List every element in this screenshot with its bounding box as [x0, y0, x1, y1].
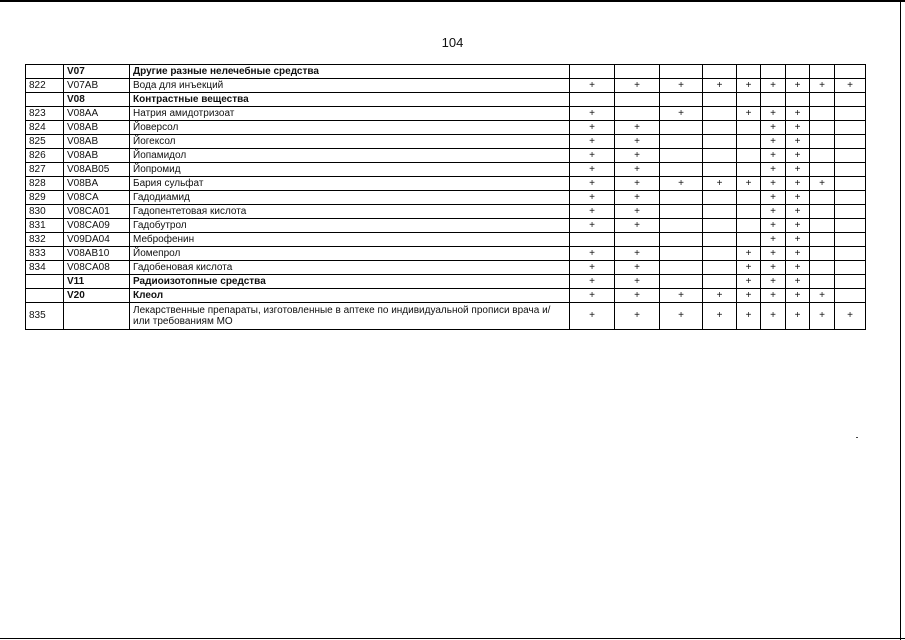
table-row [26, 121, 866, 135]
availability-mark: + [615, 303, 660, 330]
availability-mark [703, 233, 737, 247]
availability-mark [660, 247, 703, 261]
table-row [26, 149, 866, 163]
drug-name: Вода для инъекций [130, 79, 570, 93]
availability-mark [570, 65, 615, 79]
table-row [26, 205, 866, 219]
table-row [26, 233, 866, 247]
availability-mark: + [761, 261, 786, 275]
table-group-row [26, 275, 866, 289]
table-group-row [26, 93, 866, 107]
availability-mark [835, 233, 866, 247]
availability-mark: + [660, 289, 703, 303]
availability-mark: + [660, 177, 703, 191]
row-number: 827 [26, 163, 64, 177]
availability-mark: + [615, 177, 660, 191]
row-number: 833 [26, 247, 64, 261]
availability-mark: + [786, 79, 810, 93]
drug-name: Лекарственные препараты, изготовленные в аптеке по индивидуальной прописи врача и/или требованиям МО [130, 303, 570, 330]
availability-mark: + [761, 107, 786, 121]
availability-mark [660, 205, 703, 219]
availability-mark: + [570, 177, 615, 191]
availability-mark [737, 93, 761, 107]
availability-mark [810, 233, 835, 247]
availability-mark: + [786, 233, 810, 247]
availability-mark: + [761, 247, 786, 261]
top-border [0, 0, 905, 2]
atc-code: V08BA [64, 177, 130, 191]
row-number: 822 [26, 79, 64, 93]
availability-mark [615, 65, 660, 79]
availability-mark [660, 149, 703, 163]
availability-mark: + [737, 289, 761, 303]
table-row [26, 163, 866, 177]
drug-name: Гадодиамид [130, 191, 570, 205]
row-number: 828 [26, 177, 64, 191]
availability-mark: + [615, 79, 660, 93]
availability-mark [786, 65, 810, 79]
availability-mark: + [570, 247, 615, 261]
table-row [26, 261, 866, 275]
bottom-border [0, 638, 905, 639]
availability-mark [703, 163, 737, 177]
availability-mark: + [615, 191, 660, 205]
availability-mark [810, 149, 835, 163]
availability-mark: + [570, 205, 615, 219]
availability-mark: + [835, 79, 866, 93]
drug-name: Другие разные нелечебные средства [130, 65, 570, 79]
availability-mark [737, 65, 761, 79]
atc-code: V08AB [64, 121, 130, 135]
availability-mark [615, 93, 660, 107]
availability-mark: + [570, 261, 615, 275]
availability-mark: + [761, 219, 786, 233]
availability-mark [570, 233, 615, 247]
table-row [26, 247, 866, 261]
availability-mark: + [570, 275, 615, 289]
availability-mark: + [570, 163, 615, 177]
row-number [26, 65, 64, 79]
availability-mark [660, 93, 703, 107]
availability-mark [737, 191, 761, 205]
table-row [26, 107, 866, 121]
availability-mark [835, 275, 866, 289]
atc-code: V08CA08 [64, 261, 130, 275]
availability-mark [703, 107, 737, 121]
row-number: 835 [26, 303, 64, 330]
availability-mark: + [615, 163, 660, 177]
availability-mark [835, 121, 866, 135]
availability-mark: + [703, 289, 737, 303]
availability-mark [570, 93, 615, 107]
availability-mark: + [737, 303, 761, 330]
availability-mark [810, 247, 835, 261]
drug-name: Радиоизотопные средства [130, 275, 570, 289]
availability-mark [703, 247, 737, 261]
availability-mark: + [761, 149, 786, 163]
availability-mark [660, 135, 703, 149]
availability-mark [703, 65, 737, 79]
table-group-row [26, 65, 866, 79]
availability-mark [660, 275, 703, 289]
availability-mark: + [615, 205, 660, 219]
availability-mark: + [761, 275, 786, 289]
drug-name: Гадопентетовая кислота [130, 205, 570, 219]
atc-code: V20 [64, 289, 130, 303]
availability-mark: + [737, 177, 761, 191]
availability-mark [761, 93, 786, 107]
atc-code: V08CA [64, 191, 130, 205]
availability-mark [761, 65, 786, 79]
availability-mark [835, 247, 866, 261]
availability-mark [835, 135, 866, 149]
row-number: 825 [26, 135, 64, 149]
table-row [26, 303, 866, 330]
drug-name: Меброфенин [130, 233, 570, 247]
availability-mark: + [761, 163, 786, 177]
availability-mark: + [660, 79, 703, 93]
availability-mark [737, 233, 761, 247]
availability-mark [737, 205, 761, 219]
drug-name: Йомепрол [130, 247, 570, 261]
atc-code: V07 [64, 65, 130, 79]
availability-mark: + [570, 219, 615, 233]
availability-mark: + [570, 191, 615, 205]
availability-mark [660, 191, 703, 205]
availability-mark: + [786, 261, 810, 275]
drug-name: Йогексол [130, 135, 570, 149]
atc-code: V07AB [64, 79, 130, 93]
availability-mark: + [570, 149, 615, 163]
availability-mark: + [761, 303, 786, 330]
table-row [26, 191, 866, 205]
availability-mark [660, 233, 703, 247]
availability-mark [835, 107, 866, 121]
availability-mark: + [786, 289, 810, 303]
availability-mark: + [786, 205, 810, 219]
availability-mark: + [615, 261, 660, 275]
row-number: 823 [26, 107, 64, 121]
availability-mark [810, 191, 835, 205]
availability-mark: + [761, 205, 786, 219]
availability-mark: + [786, 177, 810, 191]
row-number: 829 [26, 191, 64, 205]
availability-mark [737, 163, 761, 177]
availability-mark [810, 135, 835, 149]
atc-code: V08CA09 [64, 219, 130, 233]
availability-mark [835, 65, 866, 79]
table-row [26, 177, 866, 191]
availability-mark: + [810, 177, 835, 191]
availability-mark [810, 261, 835, 275]
availability-mark [835, 149, 866, 163]
drug-name: Гадобеновая кислота [130, 261, 570, 275]
availability-mark: + [737, 275, 761, 289]
availability-mark: + [615, 219, 660, 233]
availability-mark: + [786, 303, 810, 330]
availability-mark [835, 219, 866, 233]
availability-mark: + [737, 261, 761, 275]
row-number: 832 [26, 233, 64, 247]
availability-mark [810, 163, 835, 177]
availability-mark: + [703, 303, 737, 330]
atc-code: V08AA [64, 107, 130, 121]
availability-mark [786, 93, 810, 107]
availability-mark: + [615, 275, 660, 289]
availability-mark: + [786, 163, 810, 177]
atc-code: V08AB05 [64, 163, 130, 177]
availability-mark: + [570, 289, 615, 303]
availability-mark [703, 93, 737, 107]
availability-mark [835, 205, 866, 219]
availability-mark: + [761, 121, 786, 135]
atc-code: V08 [64, 93, 130, 107]
availability-mark: + [660, 107, 703, 121]
availability-mark: + [761, 191, 786, 205]
availability-mark [703, 191, 737, 205]
availability-mark [810, 219, 835, 233]
availability-mark: + [615, 247, 660, 261]
availability-mark: + [703, 177, 737, 191]
availability-mark: + [703, 79, 737, 93]
availability-mark [835, 191, 866, 205]
table-row [26, 219, 866, 233]
availability-mark: + [810, 79, 835, 93]
availability-mark: + [786, 247, 810, 261]
atc-code [64, 303, 130, 330]
availability-mark [835, 177, 866, 191]
right-border [900, 0, 901, 640]
availability-mark [835, 261, 866, 275]
drug-name: Натрия амидотризоат [130, 107, 570, 121]
availability-mark: + [786, 149, 810, 163]
availability-mark: + [570, 135, 615, 149]
availability-mark [835, 93, 866, 107]
availability-mark [835, 163, 866, 177]
availability-mark [660, 65, 703, 79]
atc-code: V08CA01 [64, 205, 130, 219]
drug-name: Йопамидол [130, 149, 570, 163]
availability-mark: + [786, 191, 810, 205]
row-number: 830 [26, 205, 64, 219]
availability-mark [810, 107, 835, 121]
scan-speck [856, 437, 858, 438]
availability-mark: + [761, 135, 786, 149]
availability-mark [835, 289, 866, 303]
table-row [26, 79, 866, 93]
availability-mark [615, 233, 660, 247]
availability-mark [660, 219, 703, 233]
page-number: 104 [441, 35, 464, 50]
availability-mark [703, 219, 737, 233]
availability-mark: + [737, 247, 761, 261]
availability-mark: + [615, 149, 660, 163]
availability-mark [810, 205, 835, 219]
drug-name: Клеол [130, 289, 570, 303]
availability-mark: + [761, 233, 786, 247]
availability-mark [810, 93, 835, 107]
availability-mark: + [737, 107, 761, 121]
availability-mark [810, 275, 835, 289]
availability-mark [737, 149, 761, 163]
availability-mark: + [810, 303, 835, 330]
availability-mark [703, 121, 737, 135]
table-row [26, 135, 866, 149]
row-number [26, 275, 64, 289]
drug-table [25, 64, 866, 330]
atc-code: V08AB [64, 135, 130, 149]
availability-mark: + [570, 303, 615, 330]
drug-name: Гадобутрол [130, 219, 570, 233]
atc-code: V08AB [64, 149, 130, 163]
availability-mark [703, 135, 737, 149]
availability-mark: + [786, 121, 810, 135]
availability-mark: + [761, 289, 786, 303]
availability-mark: + [570, 79, 615, 93]
availability-mark: + [660, 303, 703, 330]
availability-mark [615, 107, 660, 121]
availability-mark: + [761, 79, 786, 93]
atc-code: V11 [64, 275, 130, 289]
availability-mark: + [786, 219, 810, 233]
availability-mark [660, 261, 703, 275]
row-number: 824 [26, 121, 64, 135]
row-number: 831 [26, 219, 64, 233]
atc-code: V08AB10 [64, 247, 130, 261]
atc-code: V09DA04 [64, 233, 130, 247]
drug-name: Йоверсол [130, 121, 570, 135]
availability-mark [810, 121, 835, 135]
availability-mark: + [786, 135, 810, 149]
availability-mark [703, 149, 737, 163]
availability-mark [703, 261, 737, 275]
availability-mark [737, 219, 761, 233]
availability-mark: + [786, 275, 810, 289]
row-number [26, 289, 64, 303]
row-number: 834 [26, 261, 64, 275]
availability-mark: + [737, 79, 761, 93]
row-number: 826 [26, 149, 64, 163]
availability-mark: + [570, 107, 615, 121]
availability-mark: + [835, 303, 866, 330]
table-body [26, 65, 866, 330]
availability-mark [703, 205, 737, 219]
availability-mark: + [615, 289, 660, 303]
availability-mark [660, 163, 703, 177]
drug-name: Контрастные вещества [130, 93, 570, 107]
availability-mark [810, 65, 835, 79]
availability-mark: + [615, 135, 660, 149]
availability-mark: + [761, 177, 786, 191]
availability-mark [737, 135, 761, 149]
availability-mark: + [615, 121, 660, 135]
availability-mark: + [786, 107, 810, 121]
availability-mark [737, 121, 761, 135]
drug-name: Йопромид [130, 163, 570, 177]
availability-mark [703, 275, 737, 289]
availability-mark: + [570, 121, 615, 135]
table-group-row [26, 289, 866, 303]
row-number [26, 93, 64, 107]
availability-mark [660, 121, 703, 135]
drug-name: Бария сульфат [130, 177, 570, 191]
availability-mark: + [810, 289, 835, 303]
